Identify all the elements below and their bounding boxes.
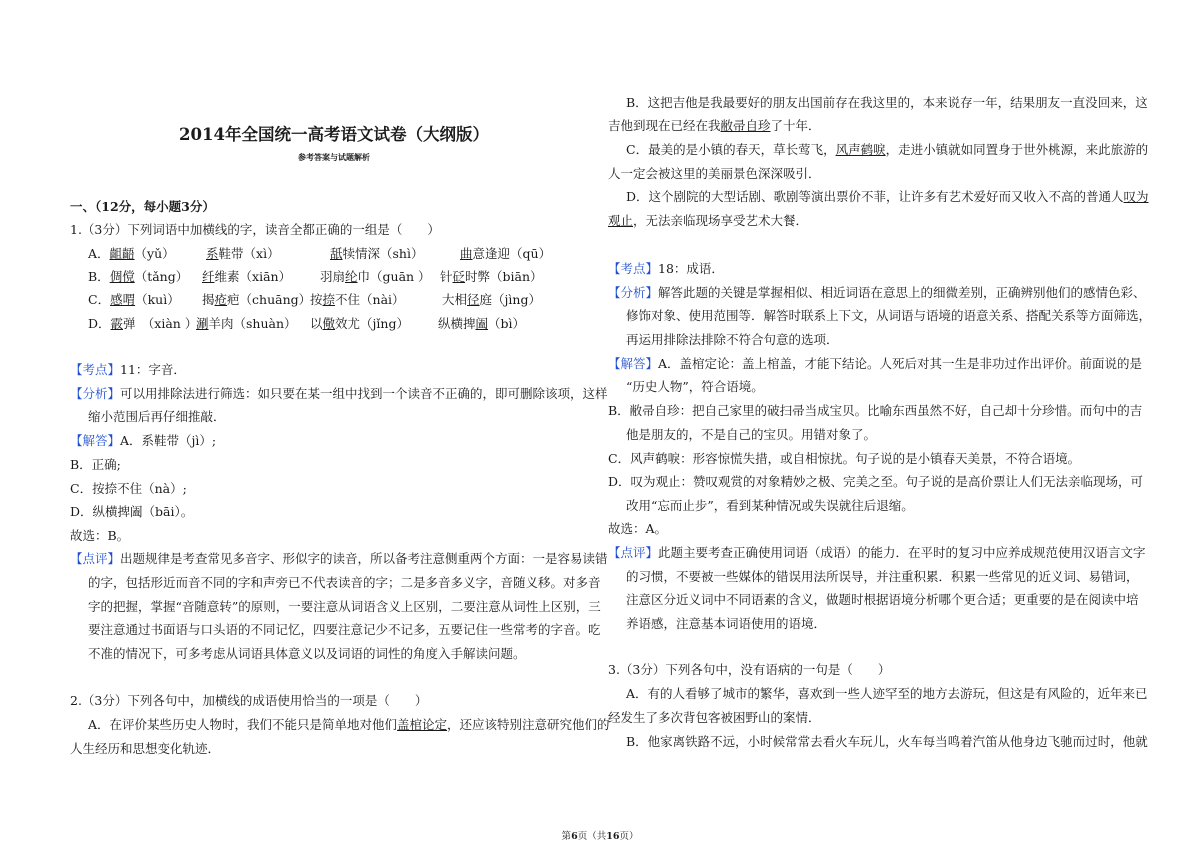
- a2-fenxi-3: 再运用排除法排除不符合句意的选项．: [626, 332, 839, 347]
- a1-kaodian: 【考点】11：字音．: [70, 362, 186, 377]
- a1-guxuan: 故选：B。: [70, 528, 130, 543]
- a1-jieda-c: C．按捺不住（nà）;: [70, 481, 187, 496]
- a2-fenxi-2: 修饰对象、使用范围等．解答时联系上下文，从词语与语境的语意关系、搭配关系等方面筛选，: [626, 308, 1152, 323]
- q3-option-a: A．有的人看够了城市的繁华，喜欢到一些人迹罕至的地方去游玩，但这是有风险的，近年来已: [626, 686, 1148, 701]
- q2-option-d-cont: 观止，无法亲临现场享受艺术大餐．: [608, 213, 809, 228]
- a1-dianping-3: 字的把握，掌握“音随意转”的原则，一要注意从词语含义上区别，二要注意从词性上区别，三: [88, 599, 601, 614]
- q2-option-b-cont: 吉他到现在已经在我敝帚自珍了十年．: [608, 118, 821, 133]
- q2-option-c-cont: 人一定会被这里的美丽景色深深吸引．: [608, 166, 821, 181]
- a1-dianping-5: 不准的情况下，可多考虑从词语具体意义以及词语的词性的角度入手解读问题。: [88, 646, 526, 661]
- a1-dianping: 【点评】出题规律是考查常见多音字、形似字的读音，所以备考注意侧重两个方面：一是容易读错: [70, 551, 608, 566]
- page-title: 2014年全国统一高考语文试卷（大纲版）: [179, 125, 489, 144]
- q2-option-a: A．在评价某些历史人物时，我们不能只是简单地对他们盖棺论定，还应该特别注意研究他们的: [88, 717, 610, 732]
- a2-jieda-b: B．敝帚自珍：把自己家里的破扫帚当成宝贝。比喻东西虽然不好，自己却十分珍惜。而句中的吉: [608, 403, 1143, 418]
- a2-dianping-4: 养语感，注意基本词语使用的语境．: [626, 616, 827, 631]
- a1-fenxi: 【分析】可以用排除法进行筛选：如只要在某一组中找到一个读音不正确的，即可删除该项，这样: [70, 386, 608, 401]
- page-subtitle: 参考答案与试题解析: [298, 152, 370, 162]
- a2-jieda-d: D．叹为观止：赞叹观赏的对象精妙之极、完美之至。句子说的是高价票让人们无法亲临现场，可: [608, 474, 1144, 489]
- page-number: 6: [571, 831, 578, 842]
- q3-option-b: B．他家离铁路不远，小时候常常去看火车玩儿，火车每当鸣着汽笛从他身边飞驰而过时，他就: [626, 734, 1148, 749]
- a2-guxuan: 故选：A。: [608, 521, 668, 536]
- a2-kaodian: 【考点】18：成语．: [608, 261, 724, 276]
- a2-jieda-c: C．风声鹤唳：形容惊慌失措，或自相惊扰。句子说的是小镇春天美景，不符合语境。: [608, 451, 1081, 466]
- a2-jieda-2: “历史人物”，符合语境。: [626, 379, 764, 394]
- a2-dianping: 【点评】此题主要考查正确使用词语（成语）的能力．在平时的复习中应养成规范使用汉语言文字: [608, 545, 1146, 560]
- page-footer: 第6页（共16页）: [561, 831, 639, 842]
- a2-dianping-2: 的习惯，不要被一些媒体的错误用法所误导，并注重积累．积累一些常见的近义词、易错词，: [626, 569, 1139, 584]
- a2-fenxi: 【分析】解答此题的关键是掌握相似、相近词语在意思上的细微差别，正确辨别他们的感情色彩、: [608, 285, 1146, 300]
- page-total: 16: [606, 831, 620, 842]
- a1-dianping-2: 的字，包括形近而音不同的字和声旁已不代表读音的字；二是多音多义字，音随义移。对多音: [88, 575, 601, 590]
- a2-jieda: 【解答】A．盖棺定论：盖上棺盖，才能下结论。人死后对其一生是非功过作出评价。前面说的是: [608, 356, 1143, 371]
- a1-jieda: 【解答】A．系鞋带（jì）;: [70, 433, 217, 448]
- a1-dianping-4: 要注意通过书面语与口头语的不同记忆，四要注意记少不记多，五要记住一些常考的字音。吃: [88, 622, 601, 637]
- q2-option-c: C．最美的是小镇的春天，草长莺飞，风声鹤唳，走进小镇就如同置身于世外桃源，来此旅游的: [626, 142, 1149, 157]
- section-heading: 一、（12分，每小题3分）: [70, 199, 215, 214]
- q3-option-a-cont: 经发生了多次背包客被困野山的案情．: [608, 710, 821, 725]
- a1-jieda-b: B．正确;: [70, 457, 121, 472]
- a2-dianping-3: 注意区分近义词中不同语素的含义，做题时根据语境分析哪个更合适；更重要的是在阅读中培: [626, 592, 1139, 607]
- q1-stem: 1.（3分）下列词语中加横线的字，读音全都正确的一组是（ ）: [70, 222, 440, 237]
- a2-jieda-d-cont: 改用“忘而止步”，看到某种情况或失误就往后退缩。: [626, 498, 914, 513]
- q3-stem: 3.（3分）下列各句中，没有语病的一句是（ ）: [608, 662, 891, 677]
- a1-jieda-d: D．纵横捭阖（bāi）。: [70, 504, 194, 519]
- q2-option-b: B．这把吉他是我最要好的朋友出国前存在我这里的，本来说存一年，结果朋友一直没回来，这: [626, 95, 1148, 110]
- a2-jieda-b-cont: 他是朋友的，不是自己的宝贝。用错对象了。: [626, 427, 877, 442]
- q2-option-d: D．这个剧院的大型话剧、歌剧等演出票价不菲，让许多有艺术爱好而又收入不高的普通人叹为: [626, 189, 1149, 204]
- q2-stem: 2.（3分）下列各句中，加横线的成语使用恰当的一项是（ ）: [70, 693, 428, 708]
- q2-option-a-cont: 人生经历和思想变化轨迹．: [70, 741, 221, 756]
- a1-fenxi-cont: 缩小范围后再仔细推敲．: [88, 409, 226, 424]
